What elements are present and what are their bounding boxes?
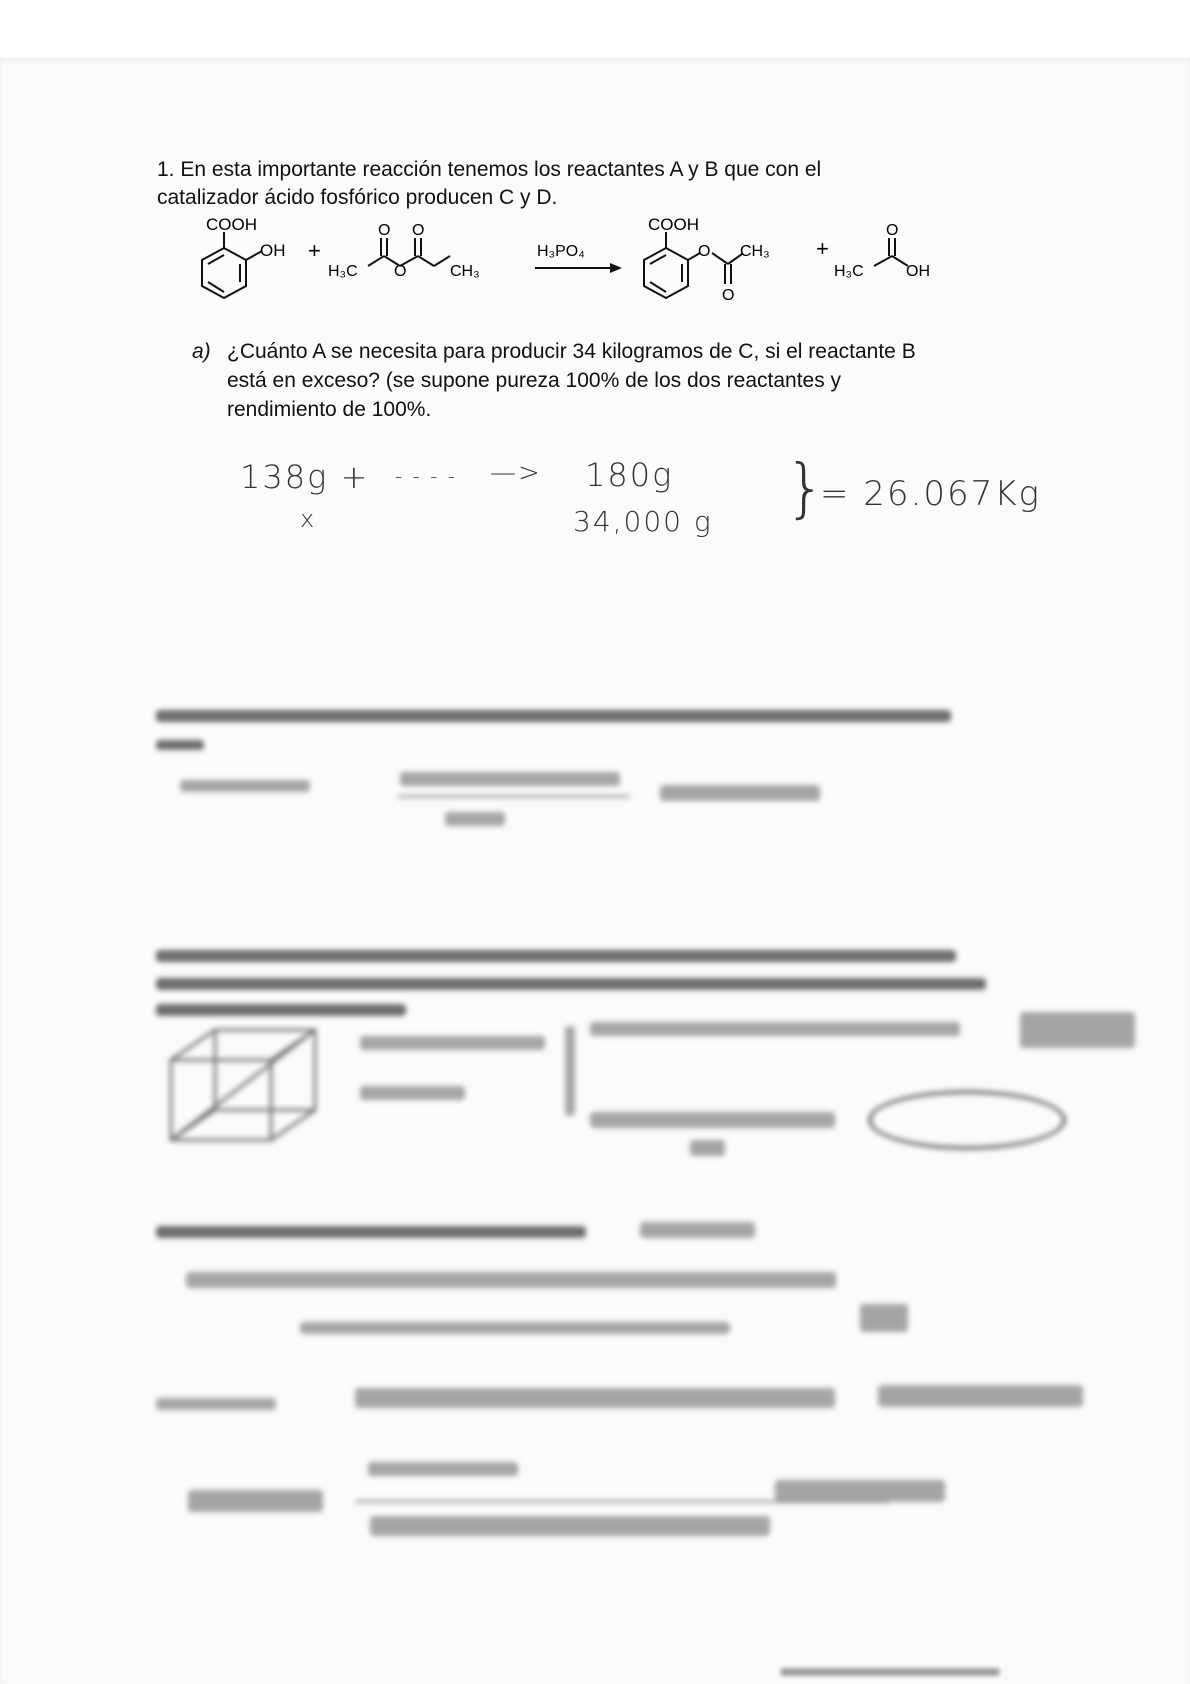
product-d-o-label: O [886, 222, 899, 239]
question-4-handwriting-blur-11 [775, 1480, 945, 1502]
question-2-handwriting-blur-1 [180, 780, 310, 792]
reactant-b-o-label-1: O [378, 222, 391, 239]
subquestion-a-line-1: ¿Cuánto A se necesita para producir 34 kilogramos de C, si el reactante B [227, 340, 916, 363]
footer-note-blurred [780, 1668, 1000, 1676]
question-4-handwriting-blur-10 [370, 1516, 770, 1536]
plus-sign-1: + [308, 238, 321, 263]
subquestion-a-label: a) [192, 340, 211, 363]
question-4-handwriting-blur-6 [355, 1388, 835, 1408]
question-4-handwriting-blur-7 [878, 1385, 1083, 1407]
reactant-b-h3c-label: H₃C [328, 263, 358, 280]
question-3-divider-blur [565, 1026, 575, 1116]
reactant-b-structure [368, 238, 450, 266]
question-2-handwriting-blur-2 [400, 772, 620, 786]
handwritten-product-mass: 180g [585, 456, 674, 494]
question-2-handwriting-blur-4 [660, 785, 820, 801]
handwritten-arrow: —> [490, 458, 542, 488]
reactant-b-o-label-3: O [394, 263, 407, 280]
product-c-o-label-1: O [698, 243, 711, 260]
catalyst-label: H₃PO₄ [537, 243, 585, 260]
subquestion-a-body [227, 337, 1027, 424]
handwritten-dots: - - - - [395, 464, 457, 488]
reactant-b-o-label-2: O [412, 222, 425, 239]
product-d-oh-label: OH [906, 263, 930, 280]
reactant-a-cooh-label: COOH [206, 218, 257, 234]
question-3-circled-answer-blur [868, 1090, 1066, 1150]
question-4-line-1-blur [156, 1226, 586, 1238]
reaction-arrow [535, 263, 622, 273]
product-c-ch3-label: CH₃ [740, 243, 770, 260]
reactant-a-structure [202, 232, 262, 298]
question-3-handwriting-blur-2 [360, 1086, 465, 1100]
reaction-scheme [180, 218, 970, 328]
product-c-o-label-2: O [722, 287, 735, 304]
question-4-handwriting-blur-1 [640, 1222, 755, 1238]
question-2-line-1-blur [156, 710, 951, 722]
question-3-line-2-blur [156, 978, 986, 990]
question-4-handwriting-blur-4 [860, 1304, 908, 1332]
question-3-handwriting-blur-6 [690, 1140, 725, 1156]
product-c-cooh-label: COOH [648, 218, 699, 234]
question-3-cube-sketch [165, 1020, 335, 1160]
question-1-line-2: catalizador ácido fosfórico producen C y D. [157, 186, 558, 209]
question-3-handwriting-blur-1 [360, 1036, 545, 1050]
handwritten-unknown: x [300, 505, 317, 533]
question-1-text [157, 156, 1057, 212]
question-4-handwriting-blur-8 [188, 1490, 323, 1512]
question-2-handwriting-blur-3 [445, 812, 505, 826]
question-4-handwriting-blur-3 [300, 1322, 730, 1334]
question-4-handwriting-blur-5 [156, 1398, 276, 1410]
question-3-handwriting-blur-3 [590, 1022, 960, 1036]
question-3-line-1-blur [156, 950, 956, 962]
handwritten-result: = 26.067Kg [820, 474, 1041, 514]
handwritten-product-target: 34,000 g [573, 505, 713, 538]
question-4-handwriting-blur-9 [368, 1462, 518, 1476]
handwritten-brace: } [785, 452, 828, 526]
product-d-structure [874, 238, 908, 266]
question-3-line-3-blur [156, 1004, 406, 1016]
question-3-handwriting-blur-5 [590, 1112, 835, 1128]
question-2-line-2-blur [156, 740, 204, 750]
reactant-b-ch3-label: CH₃ [450, 263, 480, 280]
plus-sign-2: + [816, 236, 829, 261]
question-2-fraction-line-blur [398, 795, 630, 798]
question-3-handwriting-blur-4 [1020, 1012, 1135, 1048]
subquestion-a-line-3: rendimiento de 100%. [227, 398, 432, 421]
question-1-line-1: 1. En esta importante reacción tenemos los reactantes A y B que con el [157, 158, 822, 181]
handwritten-reactant-mass: 138g + [240, 458, 370, 496]
product-d-h3c-label: H₃C [834, 263, 864, 280]
reactant-a-oh-label: OH [260, 241, 286, 260]
subquestion-a-line-2: está en exceso? (se supone pureza 100% de los dos reactantes y [227, 369, 842, 392]
question-4-handwriting-blur-2 [186, 1272, 836, 1288]
